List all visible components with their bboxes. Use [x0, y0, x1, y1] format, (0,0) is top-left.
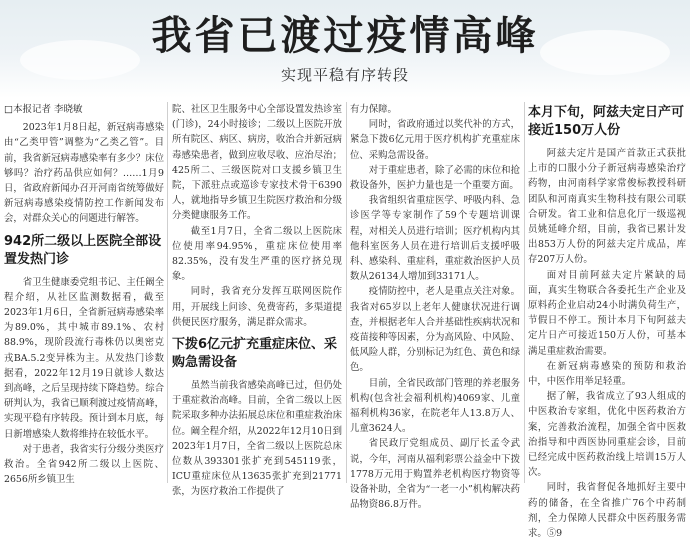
section-heading: 本月下旬，阿兹夫定日产可接近150万人份 [528, 105, 685, 138]
article-paragraph: 省民政厅党组成员、副厅长孟令武说，今年，河南从福利彩票公益金中下拨1778万元用于购置养老机构医疗物资等设备补助，全省为“一老一小”机构解决药品物资86.8万件。 [350, 438, 520, 511]
article-paragraph: 同时，我省充分发挥互联网医院作用，开展线上问诊、免费寄药，多渠道提供便民医疗服务，满足群众需求。 [172, 286, 342, 328]
article-paragraph: 阿兹夫定片是国产首款正式获批上市的口服小分子新冠病毒感染治疗药物，由河南科学家常俊标教授科研团队和河南真实生物科技有限公司联合研发。省工业和信息化厅一级巡视员姚延峰介绍，目前，我省已累计发出853万人份的阿兹夫定片成品，库存207万人份。 [528, 148, 686, 266]
section-heading: 下拨6亿元扩充重症床位、采购急需设备 [172, 337, 338, 371]
subheadline: 实现平稳有序转段 [280, 66, 409, 84]
section-heading: 942所二级以上医院全部设置发热门诊 [4, 233, 162, 267]
article-paragraph: 2023年1月8日起，新冠病毒感染由“乙类甲管”调整为“乙类乙管”。目前，我省新冠病毒感染率有多少？床位够吗？治疗药品供应如何？……1月9日，省政府新闻办召开河南省统筹做好新冠病毒感染疫情防控工作新闻发布会，对群众关心的问题进行解答。 [4, 122, 164, 225]
column-divider [167, 102, 168, 483]
article-paragraph: 对于重症患者，除了必需的床位和抢救设备外，医护力量也是一个重要方面。 [350, 164, 520, 192]
article-paragraph: 省卫生健康委党组书记、主任阚全程介绍，从社区监测数据看，截至2023年1月6日，全省新冠病毒感染率为89.0%，其中城市89.1%、农村88.9%，现阶段流行毒株仍以奥密克戎BA.5.2变异株为主。从发热门诊数据看，2022年12月19日就诊人数达到高峰，之后呈现持续下降趋势。综合研判认为，我省已顺利渡过疫情高峰，实现平稳有序转段。预计到本月底，每日新增感染人数将维持在较低水平。 [4, 276, 164, 440]
article-column-1 [4, 102, 164, 486]
article-column-4 [528, 102, 686, 540]
article-paragraph: 疫情防控中，老人是重点关注对象。我省对65岁以上老年人健康状况进行调查，并根据老年人合并基础性疾病状况和疫苗接种等因素，分为高风险、中风险、低风险人群，分别标记为红色、黄色和绿色。 [350, 286, 520, 374]
article-paragraph: 同时，省政府通过以奖代补的方式，紧急下拨6亿元用于医疗机构扩充重症床位、采购急需设备。 [350, 119, 520, 161]
article-paragraph: 院、社区卫生服务中心全部设置发热诊室(门诊)，24小时接诊；二级以上医院开放所有院区、病区、病房，收治合并新冠病毒感染患者，做到应收尽收、应治尽治；425所二、三级医院对口支援乡镇卫生院，下派驻点或巡诊专家技术骨干6390人，就地指导乡镇卫生院医疗救治和分级分类健康服务工作。 [172, 104, 342, 222]
article-paragraph: 我省组织省重症医学、呼吸内科、急诊医学等专家制作了59个专题培训课程，对相关人员进行培训；医疗机构内其他科室医务人员在进行培训后支援呼吸科、感染科、重症科，重症救治医护人员数从26134人增加到33171人。 [350, 195, 520, 283]
article-paragraph: 有力保障。 [350, 104, 397, 115]
article-paragraph: 截至1月7日，全省二级以上医院床位使用率94.95%，重症床位使用率82.35%，没有发生严重的医疗挤兑现象。 [172, 225, 342, 283]
article-column-2 [172, 102, 342, 498]
article-paragraph: 对于患者，我省实行分级分类医疗救治。全省942所二级以上医院、2656所乡镇卫生 [4, 443, 164, 486]
article-paragraph: 据了解，我省成立了93人组成的中医救治专家组，优化中医药救治方案，完善救治流程，加强全省中医救治指导和中西医协同重症会诊，目前已经完成中医药救治线上培训15万人次。 [528, 391, 686, 479]
article-paragraph: 在新冠病毒感染的预防和救治中，中医作用举足轻重。 [528, 360, 686, 388]
byline: □本报记者 李晓敏 [4, 104, 83, 115]
article-paragraph: 虽然当前我省感染高峰已过，但仍处于重症救治高峰。目前，全省二级以上医院采取多种办法拓展总床位和重症救治床位。阚全程介绍，从2022年12月10日到2023年1月7日，全省二级以上医院总床位数从393301张扩充到545119张，ICU重症床位从13635张扩充到21771张，为医疗救治工作提供了 [172, 380, 342, 498]
article-paragraph: 同时，我省督促各地抓好主要中药的储备，在全省推广76个中药制剂，全力保障人民群众中医药服务需求。⑤9 [528, 482, 686, 540]
article-paragraph: 目前，全省民政部门管理的养老服务机构(包含社会福利机构)4069家、儿童福利机构36家，在院老年人13.8万人、儿童3624人。 [350, 377, 520, 435]
headline: 我省已渡过疫情高峰 [151, 13, 539, 59]
masthead [0, 0, 690, 98]
article-paragraph: 面对目前阿兹夫定片紧缺的局面，真实生物联合各委托生产企业及原料药企业启动24小时满负荷生产，节假日不停工。预计本月下旬阿兹夫定片日产可接近150万人份，可基本满足重症救治需要。 [528, 269, 686, 357]
column-divider [524, 102, 525, 483]
article-column-3 [350, 102, 520, 511]
column-divider [346, 102, 347, 483]
